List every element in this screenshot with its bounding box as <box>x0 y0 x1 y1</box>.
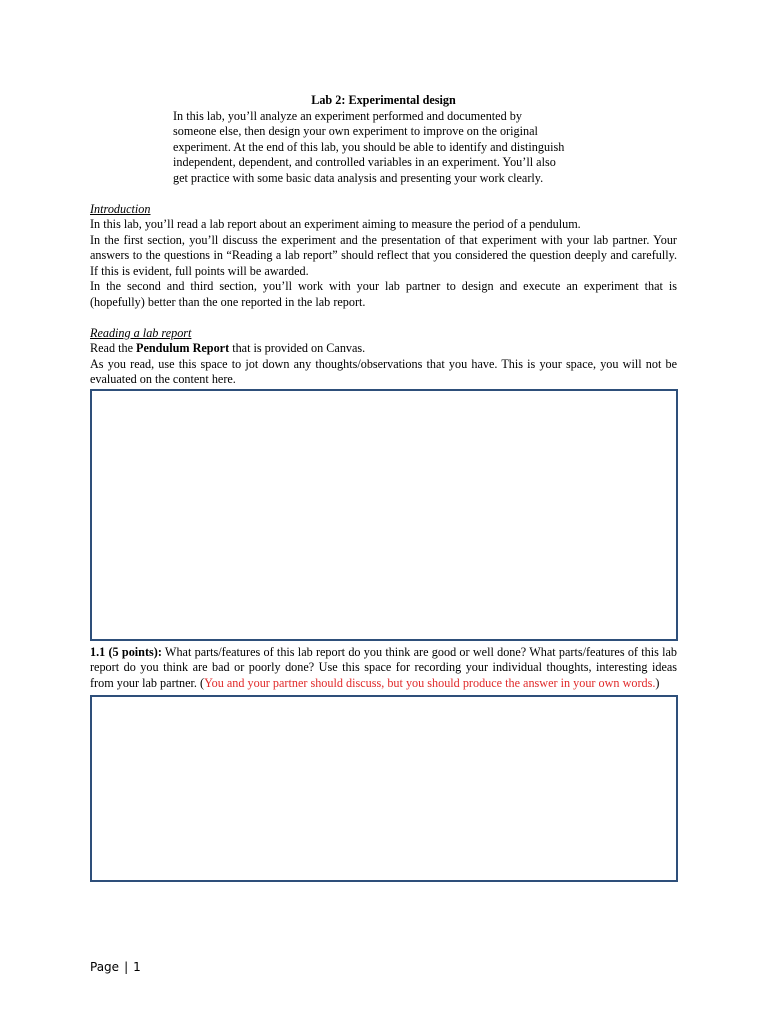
reading-heading: Reading a lab report <box>90 325 192 340</box>
introduction-paragraph: In the first section, you’ll discuss the experiment and the presentation of that experiment with your lab partner. Your answers to the questions in “Reading a lab report” should reflect that you considered the question deeply and carefully. If this is evident, full points will be awarded. <box>90 232 677 278</box>
question-1-1-text: What parts/features of this lab report do you think are good or well done? What parts/features of this lab report do you think are bad or poorly done? Use this space for recording your individual thoughts, interesting ideas from your lab partner. ( <box>90 644 678 690</box>
page-footer <box>90 960 141 974</box>
introduction-heading: Introduction <box>90 201 151 216</box>
spacer <box>90 310 677 326</box>
page-label: Page <box>90 960 120 974</box>
read-suffix: that is provided on Canvas. <box>229 341 366 355</box>
summary-line: independent, dependent, and controlled variables in an experiment. You’ll also <box>173 155 556 169</box>
spacer <box>90 186 677 202</box>
summary-line: experiment. At the end of this lab, you should be able to identify and distinguish <box>173 139 565 154</box>
read-prefix: Read the <box>90 341 137 355</box>
summary-line: someone else, then design your own experiment to improve on the original <box>173 124 538 138</box>
reading-instruction <box>90 341 677 357</box>
question-1-1-answer-box[interactable] <box>90 695 678 882</box>
footer-separator: | <box>124 960 129 974</box>
pendulum-report-label: Pendulum Report <box>136 341 230 355</box>
summary-line: get practice with some basic data analysis and presenting your work clearly. <box>173 170 544 185</box>
document-page <box>90 93 677 882</box>
introduction-paragraph: In the second and third section, you’ll work with your lab partner to design and execute an experiment that is (hopefully) better than the one reported in the lab report. <box>90 279 677 309</box>
summary-line: In this lab, you’ll analyze an experiment performed and documented by <box>173 108 522 123</box>
document-title: Lab 2: Experimental design <box>311 93 456 107</box>
notes-answer-box[interactable] <box>90 389 678 641</box>
reading-notes-instructions: As you read, use this space to jot down any thoughts/observations that you have. This is your space, you will not be evaluated on the content here. <box>90 356 677 386</box>
question-1-1-closing: ) <box>655 675 660 690</box>
question-1-1-label: 1.1 (5 points): <box>90 644 162 659</box>
page-number: 1 <box>133 960 141 974</box>
question-1-1-red-note: You and your partner should discuss, but you should produce the answer in your own words. <box>204 675 656 690</box>
introduction-paragraph: In this lab, you’ll read a lab report about an experiment aiming to measure the period of a pendulum. <box>90 217 581 231</box>
question-1-1 <box>90 645 677 692</box>
summary-block <box>173 109 603 187</box>
